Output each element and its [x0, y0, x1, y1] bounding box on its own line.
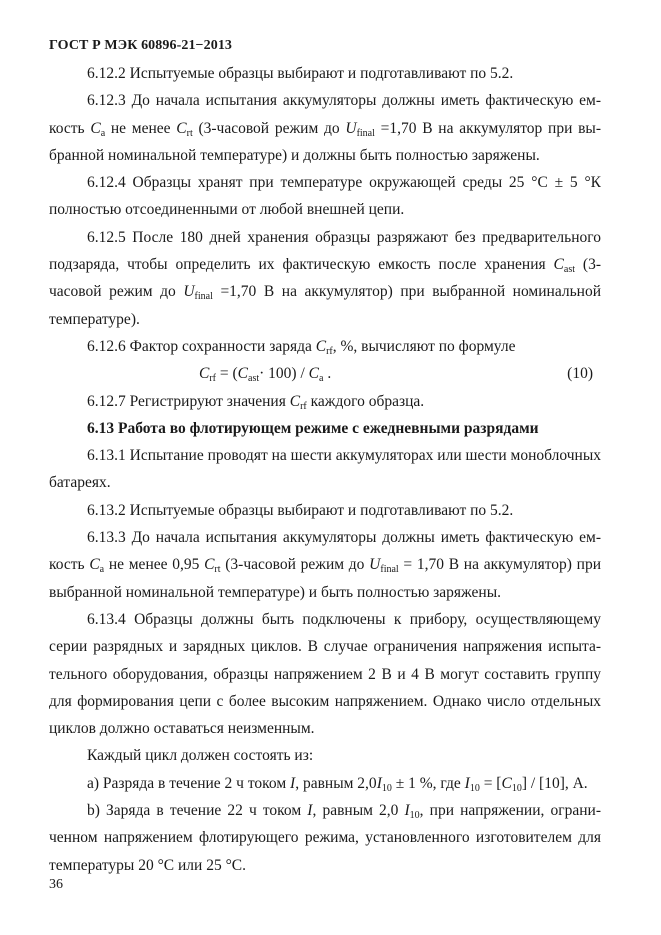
para-6-13-4 [49, 606, 601, 742]
math-symbol: C [237, 365, 249, 383]
math-symbol: C [204, 556, 215, 574]
para-6-12-3 [49, 87, 601, 169]
text-run: , равным 2,0 [312, 802, 405, 820]
math-symbol: I [464, 774, 470, 792]
text-run: ] / [10], А. [521, 774, 588, 792]
formula-10 [49, 360, 601, 387]
text-run: 6.12.6 Фактор сохранности заряда [87, 337, 316, 355]
math-subscript: final [194, 291, 213, 303]
para-6-13-3 [49, 524, 601, 606]
math-subscript: rt [214, 564, 221, 576]
math-symbol: I [290, 774, 296, 792]
math-symbol: U [183, 283, 195, 301]
text-run: Каждый цикл должен состоять из: [87, 747, 314, 765]
text-run: 6.13.1 Испытание проводят на шести аккумуляторах или шести моноблочных батареях. [49, 447, 601, 492]
text-run: 6.13.4 Образцы должны быть подключены к прибору, осуществляющему серии разрядных и зарядных циклов. В случае ограничения напряжения испытательного оборудования, образцы напряжением 2 В и 4 В могут составить группу для формирования цепи с более высоким напряжением. Однако число отдельных циклов должно оставаться неизменным. [49, 610, 601, 738]
text-run: не менее 0,95 [104, 556, 205, 574]
math-symbol: I [307, 802, 313, 820]
math-subscript: 10 [469, 782, 480, 794]
math-subscript: rf [300, 400, 307, 412]
para-6-13-2 [49, 497, 601, 524]
para-6-12-6 [49, 333, 601, 360]
math-subscript: 10 [381, 782, 392, 794]
text-run: каждого образца. [306, 392, 425, 410]
text-run: (3-часовой режим до [49, 256, 601, 301]
item-b [49, 797, 601, 879]
text-run: (3-часовой режим до [192, 119, 346, 137]
text-run: 6.12.3 До начала испытания аккумуляторы должны иметь фактическую емкость [49, 92, 601, 137]
item-a [49, 770, 601, 797]
para-6-12-7 [49, 388, 601, 415]
text-run: , равным 2,0 [295, 774, 377, 792]
text-run: 6.12.5 После 180 дней хранения образцы разряжают без предварительного подзаряда, чтобы определить их фактическую емкость после хранения [49, 228, 601, 274]
math-subscript: final [356, 127, 375, 139]
text-run: 6.12.4 Образцы хранят при температуре окружающей среды 25 °С ± 5 °К полностью отсоединенными от любой внешней цепи. [49, 174, 601, 219]
math-symbol: C [501, 774, 512, 792]
text-run: а) Разряда в течение 2 ч током [87, 774, 291, 792]
text-run: . [323, 365, 332, 383]
math-symbol: C [199, 365, 210, 383]
text-run: = 1,70 В на аккумулятор) при выбранной номинальной температуре) и быть полностью заряжены. [49, 556, 601, 601]
heading-6-13 [49, 415, 601, 442]
math-symbol: C [308, 365, 319, 383]
text-run: · 100) / [259, 365, 309, 383]
text-run: ± 1 %, где [391, 774, 465, 792]
math-symbol: C [90, 119, 101, 137]
text-run: =1,70 В на аккумулятор при выбранной номинальной температуре) и должны быть полностью заряжены. [49, 119, 602, 164]
formula-expression [199, 360, 331, 387]
math-subscript: final [380, 564, 399, 576]
math-subscript: rt [186, 127, 193, 139]
math-symbol: I [376, 774, 382, 792]
para-cycle-intro [49, 742, 601, 769]
page-number: 36 [49, 877, 63, 892]
text-run: (3-часовой режим до [220, 556, 370, 574]
math-symbol: U [369, 556, 381, 574]
math-subscript: 10 [409, 810, 420, 822]
math-subscript: a [318, 373, 324, 385]
para-6-13-1 [49, 442, 601, 497]
text-run: = [ [479, 774, 502, 792]
math-symbol: U [345, 119, 357, 137]
formula-number: (10) [567, 365, 593, 383]
math-subscript: ast [563, 264, 575, 276]
para-6-12-4 [49, 169, 601, 224]
text-run: не менее [105, 119, 177, 137]
math-symbol: I [404, 802, 410, 820]
math-subscript: a [100, 127, 106, 139]
text-run: 6.12.2 Испытуемые образцы выбирают и подготавливают по 5.2. [87, 65, 514, 82]
math-symbol: C [553, 256, 564, 274]
para-6-12-5 [49, 224, 601, 333]
text-run: 6.12.7 Регистрируют значения [87, 392, 290, 410]
text-run: , %, вычисляют по формуле [332, 337, 516, 355]
math-symbol: C [176, 119, 187, 137]
document-header: ГОСТ Р МЭК 60896-21−2013 [49, 38, 233, 53]
text-run: 6.13.3 До начала испытания аккумуляторы должны иметь фактическую емкость [49, 529, 601, 574]
text-run: = ( [216, 365, 238, 383]
document-body [49, 60, 601, 879]
math-subscript: a [99, 564, 105, 576]
para-6-12-2 [49, 60, 601, 87]
math-symbol: C [89, 556, 100, 574]
text-run: =1,70 В на аккумулятор) при выбранной номинальной температуре). [49, 283, 601, 328]
math-symbol: C [315, 337, 327, 355]
text-run: b) Заряда в течение 22 ч током [87, 802, 308, 820]
math-subscript: rf [326, 345, 333, 357]
text-run: , при напряжении, ограниченном напряжением флотирующего режима, установленного изготовителем для температуры 20 °С или 25 °С. [49, 802, 601, 874]
math-subscript: rf [209, 373, 217, 385]
text-run: 6.13.2 Испытуемые образцы выбирают и подготавливают по 5.2. [87, 501, 514, 519]
math-subscript: 10 [511, 782, 522, 794]
text-run: 6.13 Работа во флотирующем режиме с ежедневными разрядами [87, 419, 539, 437]
math-symbol: C [289, 392, 301, 410]
math-subscript: ast [248, 373, 260, 385]
